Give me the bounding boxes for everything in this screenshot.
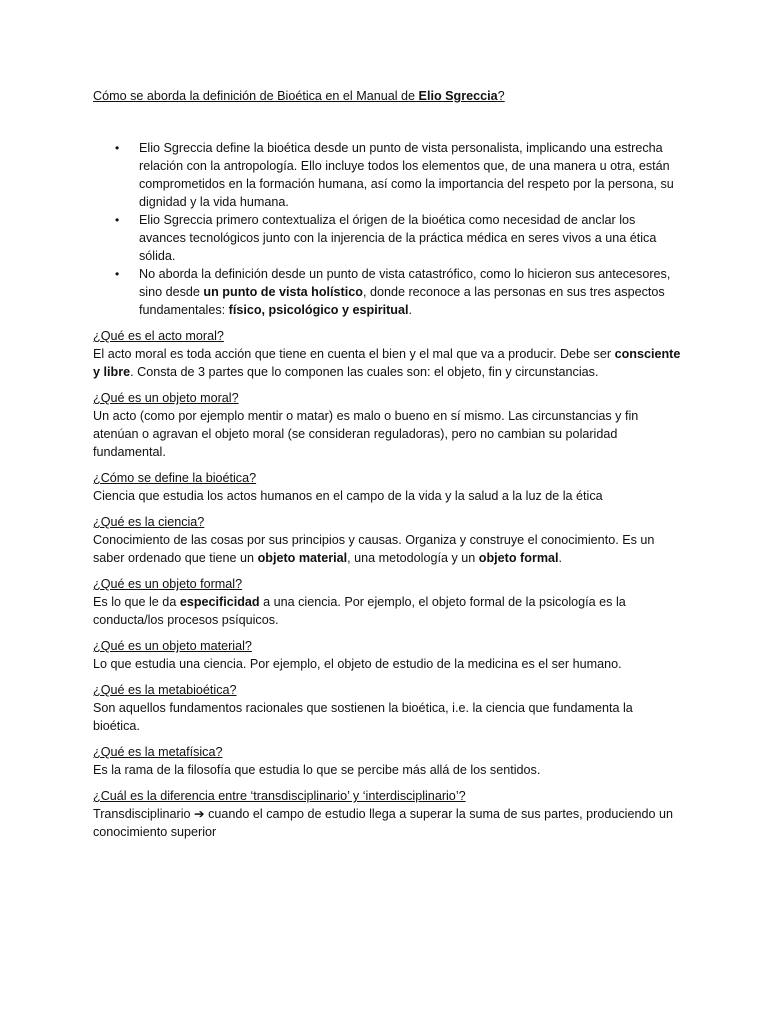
question-heading: ¿Qué es el acto moral?	[93, 329, 224, 343]
answer-text: Un acto (como por ejemplo mentir o matar) es malo o bueno en sí mismo. Las circunstancias y fin atenúan o agravan el objeto moral (se consideran reguladoras), pero no cambian su polaridad fundamental.	[93, 409, 639, 459]
bullet-item: • Elio Sgreccia define la bioética desde un punto de vista personalista, implicando una estrecha relación con la antropología. Ello incluye todos los elementos que, de una manera u otra, están comprometidos en la formación humana, así como la importancia del respeto por la persona, su dignidad y la vida humana.	[115, 141, 674, 209]
qa-block	[93, 389, 683, 461]
answer-text: Lo que estudia una ciencia. Por ejemplo, el objeto de estudio de la medicina es el ser humano.	[93, 657, 622, 671]
question-heading: ¿Qué es la metabioética?	[93, 683, 237, 697]
answer-text: El acto moral es toda acción que tiene en cuenta el bien y el mal que va a producir. Debe ser consciente y libre. Consta de 3 partes que lo componen las cuales son: el objeto, fin y circunstancias.	[93, 347, 681, 379]
qa-block	[93, 637, 683, 673]
answer-text: Ciencia que estudia los actos humanos en el campo de la vida y la salud a la luz de la ética	[93, 489, 603, 503]
author-name: Elio Sgreccia	[418, 89, 498, 103]
qa-block	[93, 681, 683, 735]
document-content	[93, 87, 683, 849]
arrow-icon: ➔	[194, 807, 205, 821]
answer-text: Conocimiento de las cosas por sus principios y causas. Organiza y construye el conocimiento. Es un saber ordenado que tiene un objeto material, una metodología y un objeto formal.	[93, 533, 655, 565]
qa-block	[93, 513, 683, 567]
question-heading: ¿Cuál es la diferencia entre ‘transdisciplinario’ y ‘interdisciplinario’?	[93, 789, 466, 803]
question-heading: ¿Qué es un objeto material?	[93, 639, 252, 653]
answer-text: Es la rama de la filosofía que estudia lo que se percibe más allá de los sentidos.	[93, 763, 541, 777]
bullet-dot: •	[115, 267, 120, 281]
answer-text: Son aquellos fundamentos racionales que sostienen la bioética, i.e. la ciencia que fundamenta la bioética.	[93, 701, 633, 733]
question-heading: ¿Qué es la ciencia?	[93, 515, 205, 529]
question-heading: ¿Qué es la metafísica?	[93, 745, 223, 759]
bullet-dot: •	[115, 213, 120, 227]
bullet-item: • No aborda la definición desde un punto de vista catastrófico, como lo hicieron sus antecesores, sino desde un punto de vista holístico, donde reconoce a las personas en sus tres aspectos fundamentales: físico, psicológico y espiritual.	[115, 267, 671, 317]
bullet-dot: •	[115, 141, 120, 155]
question-heading: ¿Cómo se define la bioética?	[93, 471, 257, 485]
answer-text: Es lo que le da especificidad a una ciencia. Por ejemplo, el objeto formal de la psicología es la conducta/los procesos psíquicos.	[93, 595, 626, 627]
question-heading: ¿Qué es un objeto formal?	[93, 577, 243, 591]
qa-block	[93, 575, 683, 629]
qa-block	[93, 327, 683, 381]
answer-text: Transdisciplinario ➔ cuando el campo de estudio llega a superar la suma de sus partes, produciendo un conocimiento superior	[93, 807, 673, 839]
bullet-item: • Elio Sgreccia primero contextualiza el órigen de la bioética como necesidad de anclar los avances tecnológicos junto con la injerencia de la práctica médica en seres vivos a una ética sólida.	[115, 213, 657, 263]
question-heading: ¿Qué es un objeto moral?	[93, 391, 239, 405]
bullet-list	[93, 139, 683, 319]
qa-block	[93, 743, 683, 779]
qa-block	[93, 469, 683, 505]
qa-block	[93, 787, 683, 841]
document-title: Cómo se aborda la definición de Bioética en el Manual de Elio Sgreccia?	[93, 89, 505, 103]
